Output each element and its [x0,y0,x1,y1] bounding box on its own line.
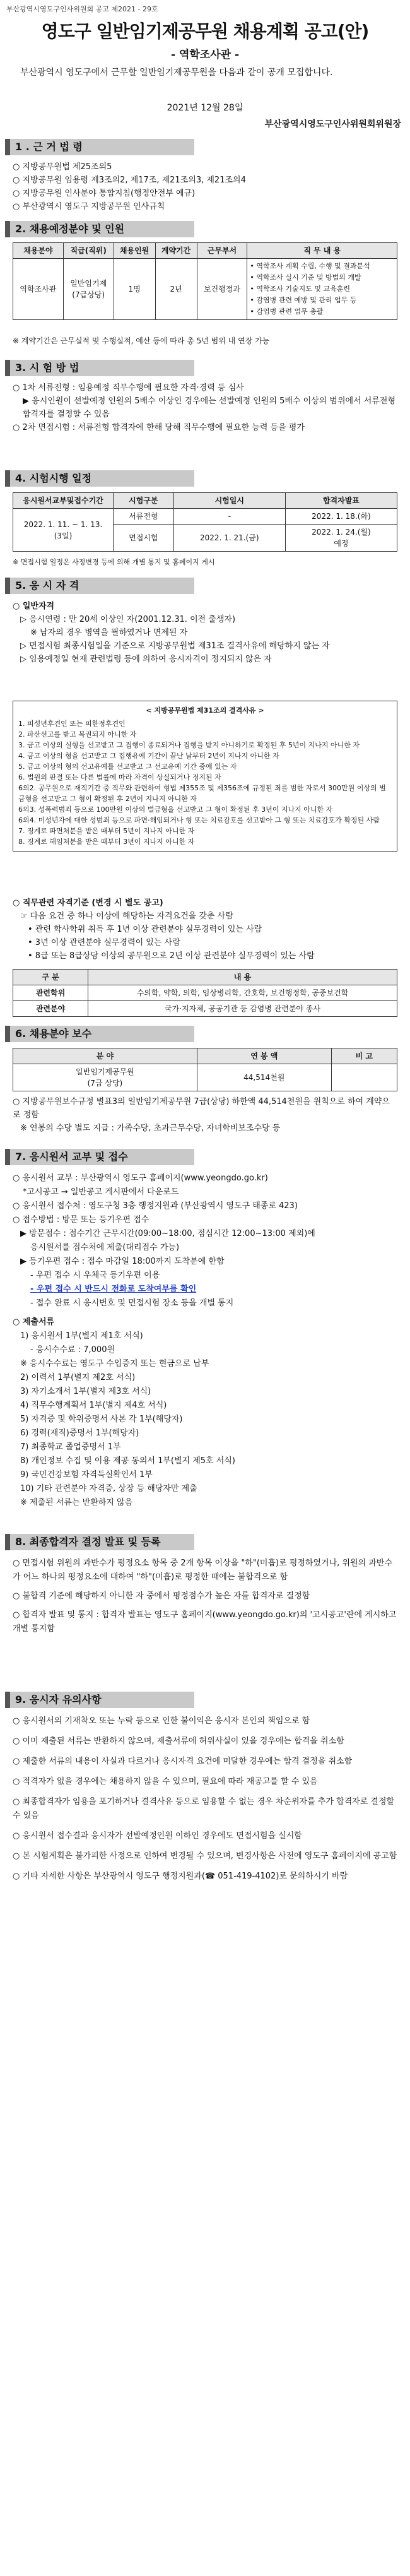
table-cell: 2022. 1. 11. ~ 1. 13. (3일) [13,509,114,552]
table-cell: 관련분야 [13,1001,88,1017]
table-header: 연 봉 액 [197,1048,331,1064]
table-header: 계약기간 [155,243,197,259]
list-item: ○ 접수방법 : 방문 또는 등기우편 접수 [13,1215,149,1225]
list-item: 2. 파산선고를 받고 복권되지 아니한 자 [18,730,137,739]
list-item: - 응시수수료 : 7,000원 [30,1345,115,1355]
table-header: 시험구분 [114,493,174,509]
list-item: ※ 남자의 경우 병역을 필하였거나 면제된 자 [30,628,188,638]
list-item: 5) 자격증 및 학위증명서 사본 각 1부(해당자) [20,1415,183,1424]
list-item: 1) 응시원서 1부(별지 제1호 서식) [20,1331,143,1341]
table-cell: 면접시험 [114,525,174,552]
list-item: ○ 지방공무원 임용령 제3조의2, 제17조, 제21조의3, 제21조의4 [13,175,246,185]
notice-number: 부산광역시영도구인사위원회 공고 제2021 - 29호 [6,5,158,13]
table-header: 채용인원 [114,243,155,259]
table-cell: 국가·지자체, 공공기관 등 감염병 관련분야 종사 [88,1001,397,1017]
list-item: 2) 이력서 1부(별지 제2호 서식) [20,1373,136,1382]
list-item: ▶ 방문접수 : 접수기간 근무시간(09:00~18:00, 점심시간 12:00~13:00 제외)에 [20,1229,315,1238]
list-item: ○ 지방공무원법 제25조의5 [13,162,112,172]
list-item: 7) 최종학교 졸업증명서 1부 [20,1442,121,1452]
application-list [13,1172,397,1510]
table-header: 비 고 [331,1048,397,1064]
section-heading: 6. 채용분야 보수 [5,1026,194,1042]
table-header: 직급(직위) [63,243,114,259]
issuer: 부산광역시영도구인사위원회위원장 [264,119,401,129]
list-item: ○ 면접시험 위원의 과반수가 평정요소 항목 중 2개 항목 이상을 "하"(미흡)로 평정하였거나, 위원의 과반수가 어느 하나의 평정요소에 대하여 "하"(미흡)로 평정한 때에는 불합격으로 함 [13,1558,392,1582]
list-item: ▷ 응시연령 : 만 20세 이상인 자(2001.12.31. 이전 출생자) [20,615,236,624]
list-item: • 관련 학사학위 취득 후 1년 이상 관련분야 실무경력이 있는 사람 [28,925,262,934]
list-item: ○ 합격자 발표 및 통지 : 합격자 발표는 영도구 홈페이지(www.yeongdo.go.kr)의 '고시공고'란에 게시하고 개별 통지함 [13,1610,397,1634]
recruitment-table [13,242,397,320]
section-heading: 1 . 근 거 법 령 [5,139,194,155]
section-heading: 7. 응시원서 교부 및 접수 [5,1149,194,1165]
list-item: • 8급 또는 8급상당 이상의 공무원으로 2년 이상 관련분야 실무경력이 있는 사람 [28,951,315,961]
list-item: 9) 국민건강보험 자격득실확인서 1부 [20,1470,153,1480]
table-header: 채용분야 [13,243,64,259]
list-item: 3. 금고 이상의 실형을 선고받고 그 집행이 종료되거나 집행을 받지 아니하기로 확정된 후 5년이 지나지 아니한 자 [18,741,360,749]
list-item: ○ 기타 자세한 사항은 부산광역시 영도구 행정지원과(☎ 051-419-4102)로 문의하시기 바람 [13,1872,348,1881]
list-item: • 3년 이상 관련분야 실무경력이 있는 사람 [28,938,180,947]
list-item: 6) 경력(재직)증명서 1부(해당자) [20,1428,139,1438]
table-cell: 보건행정과 [197,259,247,320]
salary-table [13,1048,397,1091]
list-item: 4. 금고 이상의 형을 선고받고 그 집행유예 기간이 끝난 날부터 2년이 지나지 아니한 자 [18,752,279,760]
list-item: - 우편 접수 시 우체국 등기우편 이용 [30,1271,160,1280]
table-header: 분 야 [13,1048,197,1064]
section-heading: 5. 응 시 자 격 [5,578,194,594]
list-item: ※ 제출된 서류는 반환하지 않음 [20,1498,133,1507]
page-title: 영도구 일반임기제공무원 채용계획 공고(안) [41,21,369,42]
table-cell: 2022. 1. 21.(금) [173,525,285,552]
related-field-table [13,969,397,1017]
section-heading: 9. 응시자 유의사항 [5,1692,194,1708]
list-item: 6의4. 미성년자에 대한 성범죄 등으로 파면·해임되거나 형 또는 치료감호를 선고받아 그 형 또는 치료감호가 확정된 사람 [18,816,380,824]
list-item: 10) 기타 관련분야 자격증, 상장 등 해당자만 제출 [20,1484,197,1493]
list-item: 8. 징계로 해임처분을 받은 때부터 3년이 지나지 아니한 자 [18,838,195,846]
list-item: ○ 불합격 기준에 해당하지 아니한 자 중에서 평정점수가 높은 자를 합격자로 결정함 [13,1591,310,1601]
intro-text: 부산광역시 영도구에서 근무할 일반임기제공무원을 다음과 같이 공개 모집합니다. [20,68,333,78]
table-cell: 역학조사관 [13,259,64,320]
list-item: ☞ 다음 요건 중 하나 이상에 해당하는 자격요건을 갖춘 사람 [20,911,233,921]
job-qualification [13,896,397,963]
list-item: 6의3. 성폭력범죄 등으로 100만원 이상의 벌금형을 선고받고 그 형이 확정된 후 3년이 지나지 아니한 자 [18,805,333,814]
table-header: 시험일시 [173,493,285,509]
list-item: 6의2. 공무원으로 재직기간 중 직무와 관련하여 형법 제355조 및 제356조에 규정된 죄를 범한 자로서 300만원 이상의 벌금형을 선고받고 그 형이 확정된 후 2년이 지나지 아니한 자 [18,784,386,803]
list-item: ○ 적격자가 없을 경우에는 채용하지 않을 수 있으며, 필요에 따라 재공고를 할 수 있음 [13,1777,318,1786]
exam-method-list [13,381,397,434]
notice-date: 2021년 12월 28일 [167,103,243,113]
schedule-table [13,492,397,552]
list-item: ※ 연봉의 수당 별도 지급 : 가족수당, 초과근무수당, 자녀학비보조수당 등 [20,1124,281,1133]
table-cell: 1명 [114,259,155,320]
list-item: 5. 금고 이상의 형의 선고유예를 선고받고 그 선고유예 기간 중에 있는 자 [18,763,237,771]
list-item: ○ 제출한 서류의 내용이 사실과 다르거나 응시자격 요건에 미달한 경우에는 합격 결정을 취소함 [13,1757,353,1766]
list-item: ▷ 면접시험 최종시험일을 기준으로 지방공무원법 제31조 결격사유에 해당하지 않는 자 [20,641,330,651]
list-item: ○ 응시원서 접수처 : 영도구청 3층 행정지원과 (부산광역시 영도구 태종로 423) [13,1201,298,1211]
table-header: 직 무 내 용 [247,243,397,259]
list-item: 7. 징계로 파면처분을 받은 때부터 5년이 지나지 아니한 자 [18,827,195,835]
list-item: ○ 본 시험계획은 불가피한 사정으로 인하여 변경될 수 있으며, 변경사항은 사전에 영도구 홈페이지에 공고함 [13,1851,397,1861]
section-heading: 8. 최종합격자 결정 발표 및 등록 [5,1534,194,1550]
list-item: *고시공고 → 일반공고 게시판에서 다운로드 [23,1187,179,1197]
list-item: 6. 법원의 판결 또는 다른 법률에 따라 자격이 상실되거나 정지된 자 [18,773,221,781]
table-cell: 관련학위 [13,985,88,1001]
table-header: 내 용 [88,970,397,985]
list-item: ▶ 등기우편 접수 : 접수 마감일 18:00까지 도착분에 한함 [20,1257,225,1266]
list-item: - 접수 완료 시 응시번호 및 면접시험 장소 등을 개별 통지 [30,1298,234,1308]
table-header: 합격자발표 [285,493,397,509]
table-cell: 44,514천원 [197,1064,331,1091]
section-heading: 2. 채용예정분야 및 인원 [5,221,194,237]
table-cell: 일반임기제 (7급상당) [63,259,114,320]
list-item: ○ 지방공무원 인사분야 통합지침(행정안전부 예규) [13,189,196,198]
notice-list [13,1714,397,1884]
list-item: 8) 개인정보 수집 및 이용 제공 동의서 1부(별지 제5호 서식) [20,1456,235,1466]
list-item: ▶ 응시인원이 선발예정 인원의 5배수 이상인 경우에는 선발예정 인원의 5배수 이상의 범위에서 서류전형 합격자를 결정할 수 있음 [23,396,396,419]
table-cell: 2년 [155,259,197,320]
list-item: ○ 2차 면접시험 : 서류전형 합격자에 한해 당해 직무수행에 필요한 능력 등을 평가 [13,423,305,432]
table-cell: 2022. 1. 18.(화) [285,509,397,525]
table-cell: 일반임기제공무원 (7급 상당) [13,1064,197,1091]
list-item: 3) 자기소개서 1부(별지 제3호 서식) [20,1387,151,1396]
salary-notes [13,1095,397,1135]
list-item: ○ 이미 제출된 서류는 반환하지 않으며, 제출서류에 허위사실이 있을 경우에는 합격을 취소함 [13,1736,344,1746]
table-cell: - [173,509,285,525]
list-item: ▷ 임용예정일 현재 관련법령 등에 의하여 응시자격이 정지되지 않은 자 [20,655,272,664]
table-cell: 2022. 1. 24.(월) 예정 [285,525,397,552]
table-note: ※ 계약기간은 근무실적 및 수행실적, 예산 등에 따라 총 5년 범위 내 연장 가능 [13,336,270,345]
final-result-list [13,1557,397,1636]
list-item: - 우편 접수 시 반드시 전화로 도착여부를 확인 [30,1285,197,1294]
table-header: 구 분 [13,970,88,985]
table-cell: 서류전형 [114,509,174,525]
list-item: 4) 직무수행계획서 1부(별지 제4호 서식) [20,1401,167,1410]
legal-basis-list [13,160,397,213]
page-subtitle: - 역학조사관 - [170,49,240,61]
subsection-title: ○ 직무관련 자격기준 (변경 시 별도 공고) [13,898,163,908]
section-heading: 4. 시험시행 일정 [5,470,194,487]
list-item: ○ 응시원서의 기재착오 또는 누락 등으로 인한 불이익은 응시자 본인의 책임으로 함 [13,1716,310,1726]
section-heading: 3. 시 험 방 법 [5,360,194,376]
table-cell: • 역학조사 계획 수립, 수행 및 결과분석 • 역학조사 실시 기준 및 방법의 개발 • 역학조사 기술지도 및 교육훈련 • 감염병 관련 예방 및 관리 업무 등 • 감염병 관련 업무 총괄 [247,259,397,320]
list-item: ○ 1차 서류전형 : 임용예정 직무수행에 필요한 자격·경력 등 심사 [13,383,244,393]
table-cell: 수의학, 약학, 의학, 임상병리학, 간호학, 보건행정학, 공중보건학 [88,985,397,1001]
subsection-title: ○ 일반자격 [13,602,55,611]
list-item: 1. 피성년후견인 또는 피한정후견인 [18,720,126,728]
list-item: ○ 지방공무원보수규정 별표3의 일반임기제공무원 7급(상당) 하한액 44,514천원을 원칙으로 하여 계약으로 정함 [13,1097,390,1120]
list-item: ○ 부산광역시 영도구 지방공무원 인사규칙 [13,202,165,211]
general-qualification [13,600,397,666]
list-item: 응시원서를 접수처에 제출(대리접수 가능) [30,1243,180,1252]
table-cell [331,1064,397,1091]
box-title: < 지방공무원법 제31조의 결격사유 > [146,706,264,715]
list-item: ○ 최종합격자가 임용을 포기하거나 결격사유 등으로 임용할 수 없는 경우 차순위자를 추가 합격자로 결정할 수 있음 [13,1797,395,1820]
list-item: ○ 응시원서 교부 : 부산광역시 영도구 홈페이지(www.yeongdo.go.kr) [13,1173,268,1183]
list-item: ○ 응시원서 접수결과 응시자가 선발예정인원 이하인 경우에도 면접시험을 실시함 [13,1831,302,1841]
list-item: ※ 응시수수료는 영도구 수입증지 또는 현금으로 납부 [20,1359,209,1368]
table-header: 응시원서교부및접수기간 [13,493,114,509]
table-note: ※ 면접시험 일정은 사정변경 등에 의해 개별 통지 및 홈페이지 게시 [13,558,215,566]
table-header: 근무부서 [197,243,247,259]
disqualification-box [13,701,397,852]
subsection-title: ○ 제출서류 [13,1317,55,1327]
